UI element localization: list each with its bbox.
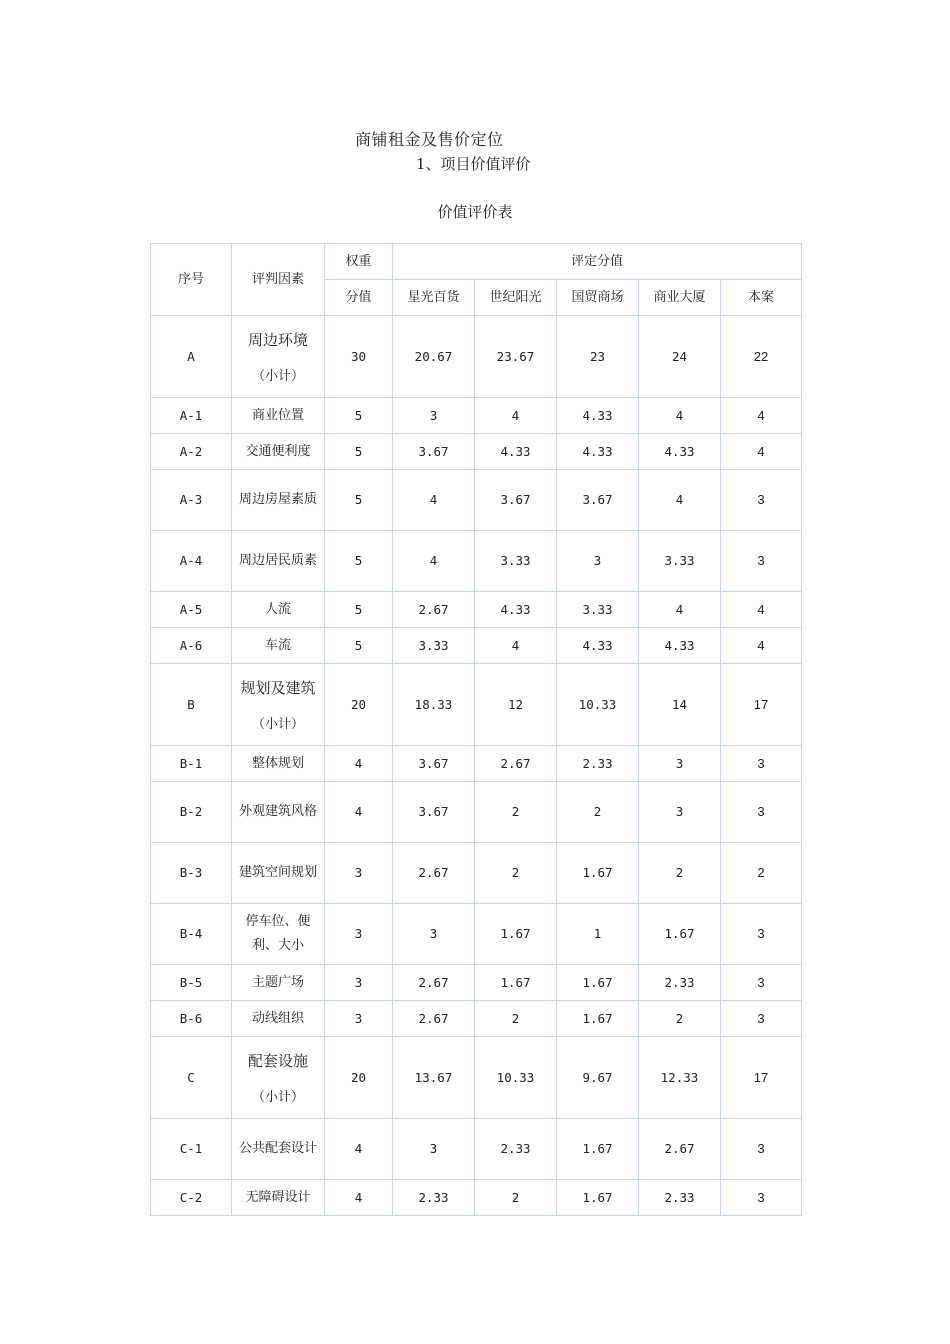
row-factor: 主题广场 bbox=[232, 965, 325, 1001]
row-score: 4.33 bbox=[557, 398, 639, 434]
row-score: 3.67 bbox=[393, 782, 475, 843]
row-weight: 5 bbox=[325, 434, 393, 470]
row-score: 4 bbox=[639, 470, 721, 531]
row-score: 4.33 bbox=[557, 434, 639, 470]
row-score: 3 bbox=[639, 746, 721, 782]
row-id: A-2 bbox=[151, 434, 232, 470]
row-factor: 公共配套设计 bbox=[232, 1119, 325, 1180]
row-score: 4.33 bbox=[475, 434, 557, 470]
row-score: 12.33 bbox=[639, 1037, 721, 1119]
row-score: 2.67 bbox=[393, 1001, 475, 1037]
table-row bbox=[151, 1037, 802, 1119]
row-score: 2.33 bbox=[639, 1180, 721, 1216]
row-score: 3 bbox=[393, 904, 475, 965]
row-weight: 20 bbox=[325, 1037, 393, 1119]
row-score: 2 bbox=[475, 1180, 557, 1216]
table-row bbox=[151, 592, 802, 628]
row-score: 1.67 bbox=[557, 965, 639, 1001]
row-score: 10.33 bbox=[557, 664, 639, 746]
row-score: 4.33 bbox=[639, 628, 721, 664]
document-title: 商铺租金及售价定位 bbox=[355, 130, 504, 149]
row-factor: 无障碍设计 bbox=[232, 1180, 325, 1216]
row-weight: 3 bbox=[325, 965, 393, 1001]
row-factor bbox=[232, 316, 325, 398]
table-row bbox=[151, 664, 802, 746]
row-factor: 动线组织 bbox=[232, 1001, 325, 1037]
table-caption: 价值评价表 bbox=[437, 203, 513, 221]
row-score: 3 bbox=[639, 782, 721, 843]
row-score: 20.67 bbox=[393, 316, 475, 398]
row-score: 23.67 bbox=[475, 316, 557, 398]
row-factor: 整体规划 bbox=[232, 746, 325, 782]
row-factor bbox=[232, 664, 325, 746]
table-row bbox=[151, 904, 802, 965]
table-row bbox=[151, 628, 802, 664]
subtotal-label: （小计） bbox=[251, 368, 304, 384]
header-score: 分值 bbox=[325, 280, 393, 316]
row-score: 12 bbox=[475, 664, 557, 746]
row-factor: 商业位置 bbox=[232, 398, 325, 434]
row-score: 18.33 bbox=[393, 664, 475, 746]
table-row bbox=[151, 531, 802, 592]
row-score: 2.67 bbox=[475, 746, 557, 782]
row-score: 1.67 bbox=[557, 843, 639, 904]
row-score-this-case: 3 bbox=[721, 470, 802, 531]
row-score-this-case: 22 bbox=[721, 316, 802, 398]
row-weight: 5 bbox=[325, 470, 393, 531]
row-id: A-4 bbox=[151, 531, 232, 592]
row-score: 2.33 bbox=[475, 1119, 557, 1180]
header-col-guomao: 国贸商场 bbox=[557, 280, 639, 316]
table-row bbox=[151, 746, 802, 782]
header-col-this-case: 本案 bbox=[721, 280, 802, 316]
row-factor: 人流 bbox=[232, 592, 325, 628]
row-score: 1.67 bbox=[557, 1119, 639, 1180]
row-weight: 30 bbox=[325, 316, 393, 398]
row-score: 3.33 bbox=[557, 592, 639, 628]
subtotal-label: （小计） bbox=[251, 716, 304, 732]
row-score: 14 bbox=[639, 664, 721, 746]
row-score: 1.67 bbox=[475, 965, 557, 1001]
row-score-this-case: 3 bbox=[721, 746, 802, 782]
row-score: 4.33 bbox=[639, 434, 721, 470]
row-weight: 5 bbox=[325, 531, 393, 592]
row-score-this-case: 2 bbox=[721, 843, 802, 904]
row-score: 2.33 bbox=[557, 746, 639, 782]
row-score: 2.67 bbox=[393, 843, 475, 904]
row-score: 3.67 bbox=[393, 434, 475, 470]
row-id: C bbox=[151, 1037, 232, 1119]
row-weight: 3 bbox=[325, 904, 393, 965]
row-weight: 3 bbox=[325, 1001, 393, 1037]
row-score: 4 bbox=[475, 398, 557, 434]
row-score: 2 bbox=[639, 1001, 721, 1037]
row-score-this-case: 3 bbox=[721, 904, 802, 965]
header-weight: 权重 bbox=[325, 244, 393, 280]
header-rating: 评定分值 bbox=[393, 244, 802, 280]
row-score: 2 bbox=[475, 782, 557, 843]
row-weight: 20 bbox=[325, 664, 393, 746]
row-score-this-case: 17 bbox=[721, 1037, 802, 1119]
section-heading: 1、项目价值评价 bbox=[416, 155, 531, 173]
row-score: 4 bbox=[639, 398, 721, 434]
row-factor: 周边居民质素 bbox=[232, 531, 325, 592]
row-score: 2 bbox=[475, 843, 557, 904]
row-score-this-case: 4 bbox=[721, 398, 802, 434]
row-weight: 5 bbox=[325, 398, 393, 434]
row-id: C-1 bbox=[151, 1119, 232, 1180]
row-id: B-6 bbox=[151, 1001, 232, 1037]
row-score-this-case: 3 bbox=[721, 1001, 802, 1037]
table-row bbox=[151, 398, 802, 434]
row-score: 1.67 bbox=[475, 904, 557, 965]
row-score-this-case: 17 bbox=[721, 664, 802, 746]
row-weight: 4 bbox=[325, 1119, 393, 1180]
row-id: A-1 bbox=[151, 398, 232, 434]
row-score-this-case: 3 bbox=[721, 531, 802, 592]
row-score: 2.33 bbox=[393, 1180, 475, 1216]
row-score-this-case: 4 bbox=[721, 434, 802, 470]
row-weight: 4 bbox=[325, 746, 393, 782]
row-weight: 3 bbox=[325, 843, 393, 904]
table-row bbox=[151, 434, 802, 470]
row-factor: 停车位、便利、大小 bbox=[232, 904, 325, 965]
row-score: 1.67 bbox=[557, 1001, 639, 1037]
table-row bbox=[151, 965, 802, 1001]
row-score: 4.33 bbox=[557, 628, 639, 664]
row-id: A bbox=[151, 316, 232, 398]
row-score: 24 bbox=[639, 316, 721, 398]
row-id: B-1 bbox=[151, 746, 232, 782]
row-score: 4.33 bbox=[475, 592, 557, 628]
row-id: A-6 bbox=[151, 628, 232, 664]
row-id: B-2 bbox=[151, 782, 232, 843]
row-factor: 车流 bbox=[232, 628, 325, 664]
row-score-this-case: 3 bbox=[721, 965, 802, 1001]
table-row bbox=[151, 470, 802, 531]
row-score: 1 bbox=[557, 904, 639, 965]
row-score: 3 bbox=[557, 531, 639, 592]
row-score: 3 bbox=[393, 1119, 475, 1180]
row-score: 2.67 bbox=[639, 1119, 721, 1180]
row-score: 4 bbox=[393, 531, 475, 592]
row-score: 13.67 bbox=[393, 1037, 475, 1119]
row-factor: 周边房屋素质 bbox=[232, 470, 325, 531]
row-score: 3.33 bbox=[393, 628, 475, 664]
table-row bbox=[151, 1119, 802, 1180]
row-score: 4 bbox=[393, 470, 475, 531]
row-factor bbox=[232, 1037, 325, 1119]
row-score: 23 bbox=[557, 316, 639, 398]
header-factor: 评判因素 bbox=[232, 244, 325, 316]
row-score-this-case: 4 bbox=[721, 628, 802, 664]
row-score: 4 bbox=[475, 628, 557, 664]
row-id: B-3 bbox=[151, 843, 232, 904]
row-score: 2 bbox=[557, 782, 639, 843]
row-score: 1.67 bbox=[557, 1180, 639, 1216]
row-id: A-3 bbox=[151, 470, 232, 531]
row-id: B-4 bbox=[151, 904, 232, 965]
row-score: 2.33 bbox=[639, 965, 721, 1001]
table-row bbox=[151, 843, 802, 904]
row-score: 9.67 bbox=[557, 1037, 639, 1119]
row-id: B-5 bbox=[151, 965, 232, 1001]
row-weight: 4 bbox=[325, 1180, 393, 1216]
row-score: 2 bbox=[475, 1001, 557, 1037]
header-col-shangye: 商业大厦 bbox=[639, 280, 721, 316]
row-score: 4 bbox=[639, 592, 721, 628]
table-row bbox=[151, 1001, 802, 1037]
row-score: 2.67 bbox=[393, 965, 475, 1001]
factor-label: 规划及建筑 bbox=[240, 678, 316, 697]
row-score-this-case: 4 bbox=[721, 592, 802, 628]
subtotal-label: （小计） bbox=[251, 1089, 304, 1105]
row-weight: 5 bbox=[325, 592, 393, 628]
row-score: 10.33 bbox=[475, 1037, 557, 1119]
header-seq: 序号 bbox=[151, 244, 232, 316]
row-score-this-case: 3 bbox=[721, 782, 802, 843]
row-factor: 建筑空间规划 bbox=[232, 843, 325, 904]
row-score-this-case: 3 bbox=[721, 1119, 802, 1180]
row-id: C-2 bbox=[151, 1180, 232, 1216]
header-col-xingguang: 星光百货 bbox=[393, 280, 475, 316]
row-weight: 5 bbox=[325, 628, 393, 664]
row-score: 3.67 bbox=[557, 470, 639, 531]
table-row bbox=[151, 1180, 802, 1216]
row-score: 3 bbox=[393, 398, 475, 434]
header-col-shiji: 世纪阳光 bbox=[475, 280, 557, 316]
row-factor: 外观建筑风格 bbox=[232, 782, 325, 843]
row-id: A-5 bbox=[151, 592, 232, 628]
row-score: 3.33 bbox=[475, 531, 557, 592]
value-evaluation-table bbox=[150, 243, 802, 1216]
row-score: 3.67 bbox=[393, 746, 475, 782]
row-score: 3.67 bbox=[475, 470, 557, 531]
row-score: 1.67 bbox=[639, 904, 721, 965]
row-id: B bbox=[151, 664, 232, 746]
row-factor: 交通便利度 bbox=[232, 434, 325, 470]
factor-label: 配套设施 bbox=[247, 1051, 308, 1070]
row-weight: 4 bbox=[325, 782, 393, 843]
row-score: 2 bbox=[639, 843, 721, 904]
row-score-this-case: 3 bbox=[721, 1180, 802, 1216]
row-score: 2.67 bbox=[393, 592, 475, 628]
table-row bbox=[151, 316, 802, 398]
row-score: 3.33 bbox=[639, 531, 721, 592]
table-row bbox=[151, 782, 802, 843]
factor-label: 周边环境 bbox=[247, 330, 308, 349]
